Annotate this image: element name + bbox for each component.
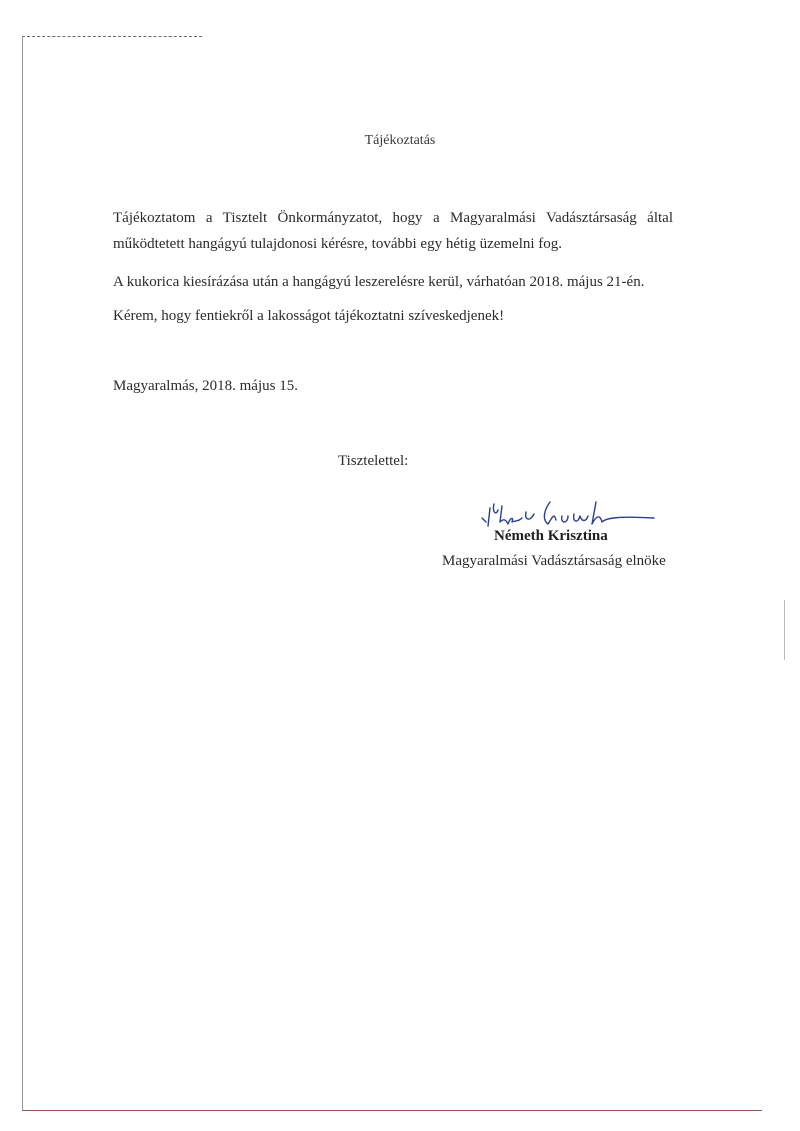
- paragraph-request: Kérem, hogy fentiekről a lakosságot tájékoztatni szíveskedjenek!: [113, 308, 505, 324]
- scan-edge-right: [784, 600, 785, 660]
- paragraph-notice: Tájékoztatom a Tisztelt Önkormányzatot, hogy a Magyaralmási Vadásztársaság által működtetett hangágyú tulajdonosi kérésre, további egy hétig üzemelni fog.: [113, 210, 673, 252]
- handwritten-signature: [478, 498, 658, 532]
- place-date: Magyaralmás, 2018. május 15.: [113, 378, 298, 394]
- closing-greeting: Tisztelettel:: [338, 453, 409, 469]
- signer-name: Németh Krisztina: [494, 528, 608, 544]
- signer-role: Magyaralmási Vadásztársaság elnöke: [442, 553, 666, 569]
- scan-edge-top: [22, 36, 202, 37]
- scan-edge-left: [22, 36, 23, 1111]
- document-title: Tájékoztatás: [364, 133, 436, 148]
- paragraph-removal: A kukorica kiesírázása után a hangágyú leszerelésre kerül, várhatóan 2018. május 21-én.: [113, 274, 645, 290]
- scan-edge-bottom: [22, 1110, 762, 1111]
